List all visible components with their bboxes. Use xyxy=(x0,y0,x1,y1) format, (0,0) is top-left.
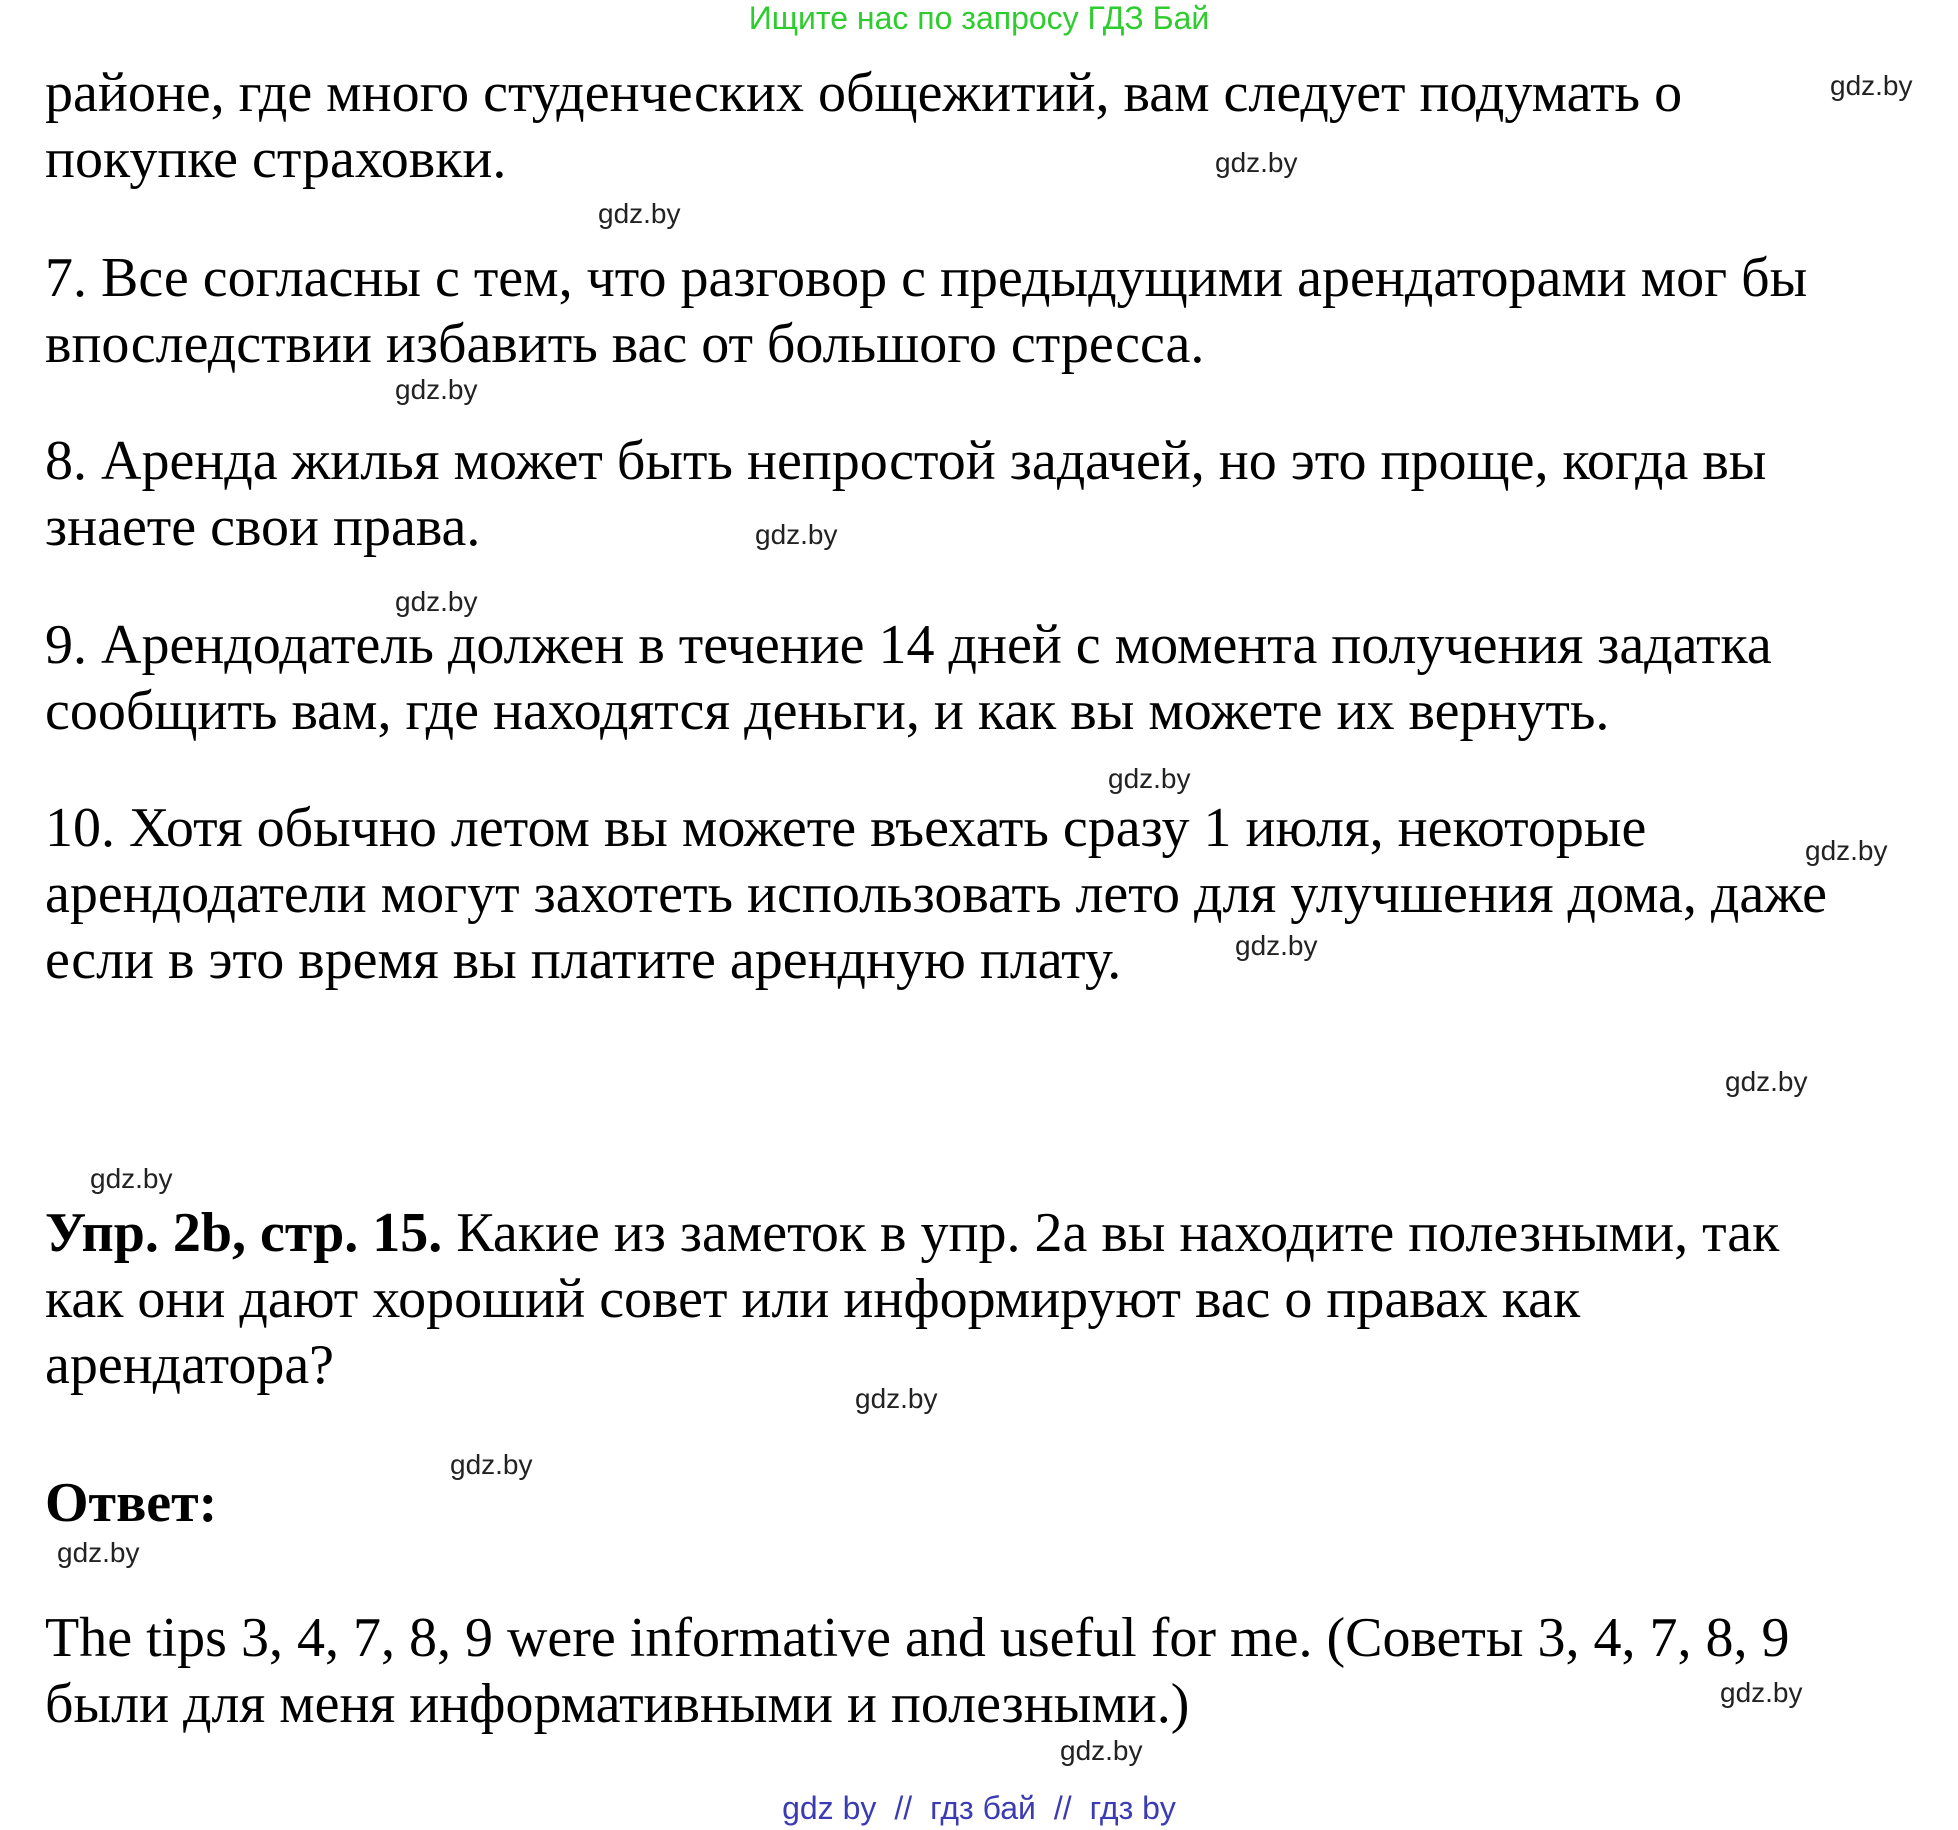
item-10-line-2: арендодатели могут захотеть использовать лето для улучшения дома, даже xyxy=(45,863,1828,925)
footer-links xyxy=(0,1790,1958,1826)
item-7-line-2: впоследствии избавить вас от большого стресса. xyxy=(45,313,1205,375)
item-9-line-2: сообщить вам, где находятся деньги, и как вы можете их вернуть. xyxy=(45,680,1610,742)
item-10-line-1: 10. Хотя обычно летом вы можете въехать сразу 1 июля, некоторые xyxy=(45,797,1647,859)
item-6-paragraph xyxy=(45,60,1935,192)
footer-link-gdz-bai[interactable]: гдз бай xyxy=(930,1790,1036,1826)
watermark: gdz.by xyxy=(1060,1735,1143,1766)
item-7-line-1: 7. Все согласны с тем, что разговор с предыдущими арендаторами мог бы xyxy=(45,247,1808,309)
exercise-question xyxy=(45,1200,1935,1398)
answer-line-2: были для меня информативными и полезными.) xyxy=(45,1673,1190,1735)
item-6-line-1: районе, где много студенческих общежитий, вам следует подумать о xyxy=(45,62,1683,124)
item-8-line-2: знаете свои права. xyxy=(45,496,481,558)
watermark: gdz.by xyxy=(755,519,838,550)
footer-separator: // xyxy=(894,1790,913,1826)
watermark: gdz.by xyxy=(1725,1066,1808,1097)
watermark: gdz.by xyxy=(395,586,478,617)
answer-paragraph xyxy=(45,1605,1935,1737)
watermark: gdz.by xyxy=(450,1449,533,1480)
item-9-paragraph xyxy=(45,612,1935,744)
item-8-paragraph xyxy=(45,428,1935,560)
watermark: gdz.by xyxy=(1830,70,1913,101)
watermark: gdz.by xyxy=(855,1383,938,1414)
watermark: gdz.by xyxy=(57,1537,140,1568)
watermark: gdz.by xyxy=(1215,147,1298,178)
watermark: gdz.by xyxy=(1805,835,1888,866)
watermark: gdz.by xyxy=(1108,763,1191,794)
footer-link-gdz-by[interactable]: gdz by xyxy=(782,1790,877,1826)
footer-separator: // xyxy=(1053,1790,1072,1826)
watermark: gdz.by xyxy=(1720,1677,1803,1708)
item-8-line-1: 8. Аренда жилья может быть непростой задачей, но это проще, когда вы xyxy=(45,430,1767,492)
item-10-paragraph xyxy=(45,795,1935,993)
exercise-line-1 xyxy=(45,1200,1935,1266)
exercise-line-2: как они дают хороший совет или информируют вас о правах как xyxy=(45,1268,1581,1330)
item-6-line-2: покупке страховки. xyxy=(45,128,507,190)
item-7-paragraph xyxy=(45,245,1935,377)
item-10-line-3: если в это время вы платите арендную плату. xyxy=(45,929,1122,991)
watermark: gdz.by xyxy=(90,1163,173,1194)
watermark: gdz.by xyxy=(1235,930,1318,961)
watermark: gdz.by xyxy=(395,374,478,405)
exercise-label: Упр. 2b, стр. 15. xyxy=(45,1202,443,1264)
answer-line-1: The tips 3, 4, 7, 8, 9 were informative and useful for me. (Советы 3, 4, 7, 8, 9 xyxy=(45,1607,1790,1669)
search-banner[interactable]: Ищите нас по запросу ГДЗ Бай xyxy=(748,0,1210,36)
exercise-text-1: Какие из заметок в упр. 2а вы находите полезными, так xyxy=(442,1202,1780,1264)
watermark: gdz.by xyxy=(598,198,681,229)
item-9-line-1: 9. Арендодатель должен в течение 14 дней с момента получения задатка xyxy=(45,614,1772,676)
answer-label: Ответ: xyxy=(45,1472,218,1534)
footer-link-gdz-by-cyr[interactable]: гдз by xyxy=(1089,1790,1176,1826)
exercise-line-3: арендатора? xyxy=(45,1334,335,1396)
